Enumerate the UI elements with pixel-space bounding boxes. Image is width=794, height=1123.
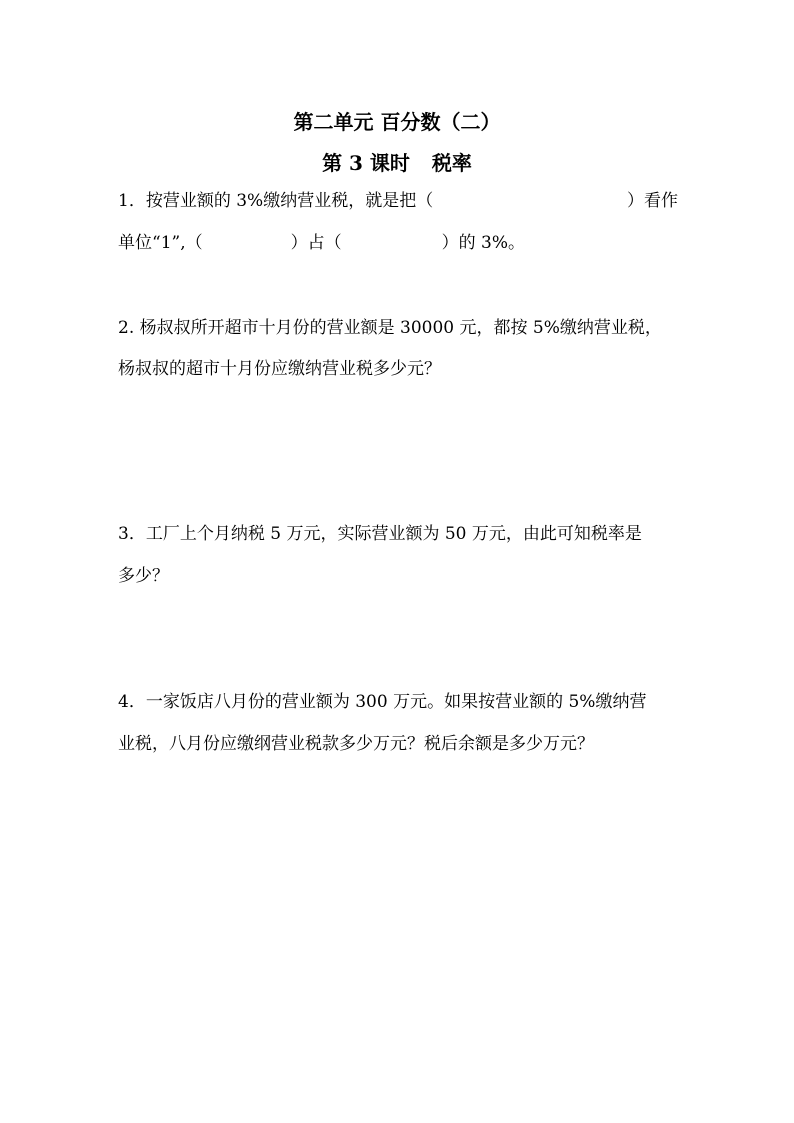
question-3-line-1: 3．工厂上个月纳税 5 万元，实际营业额为 50 万元，由此可知税率是 [118, 524, 642, 544]
question-4-line-1: 4．一家饭店八月份的营业额为 300 万元。如果按营业额的 5%缴纳营 [118, 692, 647, 712]
question-3-line-2: 多少？ [118, 566, 169, 586]
question-1-text-part2: ）占（ [290, 233, 342, 253]
question-1-text-right: ）看作 [627, 191, 678, 211]
question-1-text-part3: ）的 3%。 [441, 233, 525, 253]
question-2-line-2: 杨叔叔的超市十月份应缴纳营业税多少元？ [118, 359, 441, 379]
question-1-text-part1: 单位“1”,（ [118, 233, 203, 253]
question-1-text-left: 1．按营业额的 3%缴纳营业税，就是把（ [118, 191, 434, 211]
question-2-line-1: 2. 杨叔叔所开超市十月份的营业额是 30000 元，都按 5%缴纳营业税， [118, 318, 662, 338]
lesson-title [0, 147, 794, 176]
lesson-topic: 税率 [431, 151, 472, 175]
question-4-line-2: 业税，八月份应缴纲营业税款多少万元？税后余额是多少万元？ [118, 734, 594, 754]
question-1-line-2 [118, 231, 678, 255]
lesson-label: 第 3 课时 [322, 151, 410, 175]
unit-title: 第二单元 百分数（二） [293, 110, 501, 134]
question-1-line-1 [118, 189, 678, 213]
